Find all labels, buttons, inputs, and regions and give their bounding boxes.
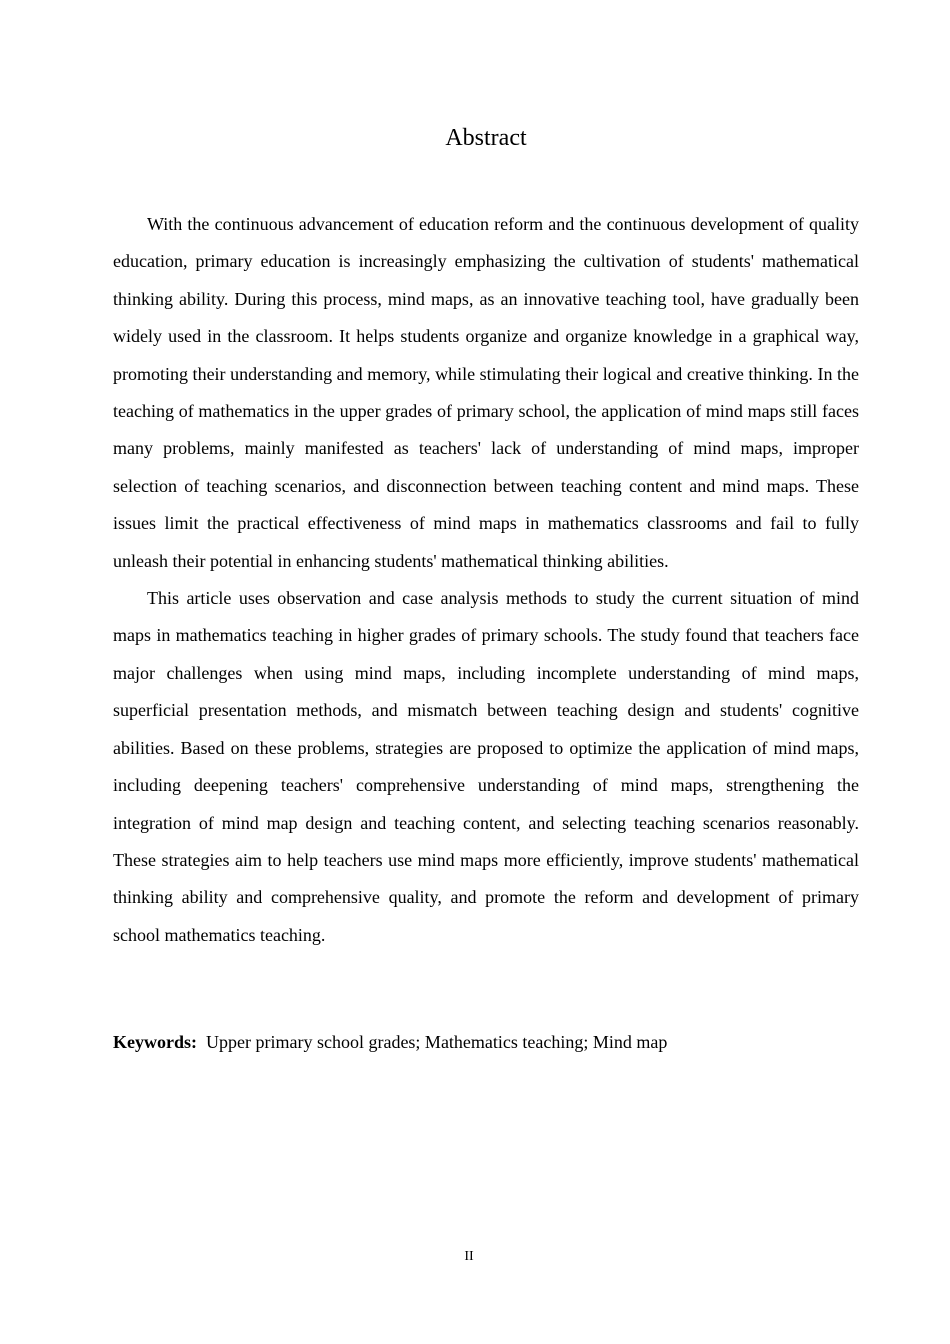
abstract-paragraph-1: With the continuous advancement of education reform and the continuous development of quality education, primary education is increasingly emphasizing the cultivation of students' mathematical thinking ability. During this process, mind maps, as an innovative teaching tool, have gradually been widely used in the classroom. It helps students organize and organize knowledge in a graphical way, promoting their understanding and memory, while stimulating their logical and creative thinking. In the teaching of mathematics in the upper grades of primary school, the application of mind maps still faces many problems, mainly manifested as teachers' lack of understanding of mind maps, improper selection of teaching scenarios, and disconnection between teaching content and mind maps. These issues limit the practical effectiveness of mind maps in mathematics classrooms and fail to fully unleash their potential in enhancing students' mathematical thinking abilities. <box>113 214 859 571</box>
page-title: Abstract <box>445 125 527 151</box>
keywords-label: Keywords: <box>113 1032 197 1052</box>
keywords-line <box>113 1027 859 1057</box>
keywords-text: Upper primary school grades; Mathematics teaching; Mind map <box>206 1032 668 1052</box>
page-number: II <box>464 1249 474 1264</box>
abstract-paragraph-2: This article uses observation and case analysis methods to study the current situation of mind maps in mathematics teaching in higher grades of primary schools. The study found that teachers face major challenges when using mind maps, including incomplete understanding of mind maps, superficial presentation methods, and mismatch between teaching design and students' cognitive abilities. Based on these problems, strategies are proposed to optimize the application of mind maps, including deepening teachers' comprehensive understanding of mind maps, strengthening the integration of mind map design and teaching content, and selecting teaching scenarios reasonably. These strategies aim to help teachers use mind maps more efficiently, improve students' mathematical thinking ability and comprehensive quality, and promote the reform and development of primary school mathematics teaching. <box>113 588 859 945</box>
abstract-body <box>113 206 859 954</box>
